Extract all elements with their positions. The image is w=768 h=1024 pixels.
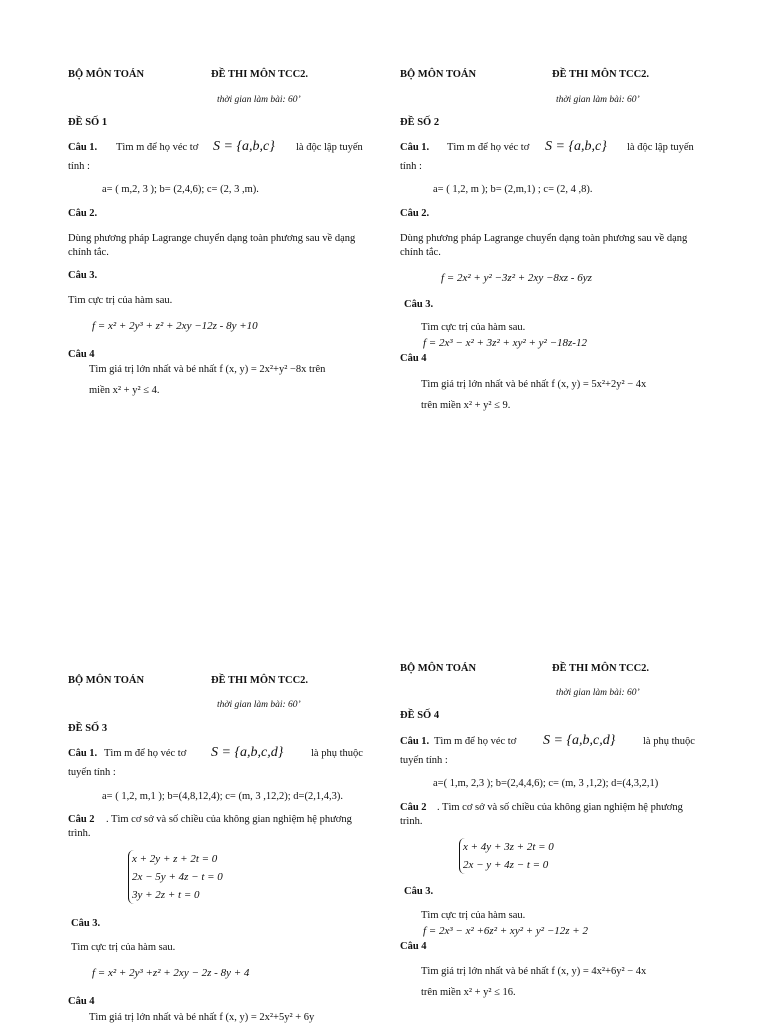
exam-number: ĐỀ SỐ 4 [400, 710, 440, 721]
question-1-continued: tính : [68, 161, 90, 172]
question-3-text: Tìm cực trị của hàm sau. [421, 910, 526, 921]
question-1-label: Câu 1. [400, 736, 430, 747]
equation-row: x + 4y + 3z + 2t = 0 [463, 841, 554, 853]
question-3-text: Tìm cực trị của hàm sau. [68, 295, 173, 306]
exam-number: ĐỀ SỐ 1 [68, 117, 108, 128]
department: BỘ MÔN TOÁN [68, 675, 145, 686]
question-3-formula: f = x² + 2y³ +z² + 2xy − 2z - 8y + 4 [92, 967, 250, 979]
question-3-text: Tìm cực trị của hàm sau. [421, 322, 526, 333]
question-4-text: Tìm giá trị lớn nhất và bé nhất f (x, y) = 2x²+y² −8x trên [89, 364, 326, 375]
exam-time: thời gian làm bài: 60’ [556, 688, 640, 698]
exam-title: ĐỀ THI MÔN TCC2. [211, 675, 309, 686]
equation-row: 2x − 5y + 4z − t = 0 [132, 871, 223, 883]
question-2-continued: chính tắc. [400, 247, 441, 258]
question-4-text: Tìm giá trị lớn nhất và bé nhất f (x, y) = 2x²+5y² + 6y [89, 1012, 315, 1023]
question-2-formula: f = 2x² + y² −3z² + 2xy −8xz - 6yz [441, 272, 592, 284]
question-4-label: Câu 4 [68, 996, 95, 1007]
exam-title: ĐỀ THI MÔN TCC2. [552, 663, 650, 674]
question-1-tail: là độc lập tuyến [627, 142, 694, 153]
question-4-domain: miền x² + y² ≤ 4. [89, 385, 160, 396]
question-1-continued: tính : [400, 161, 422, 172]
question-1-text: Tìm m để họ véc tơ [116, 142, 199, 153]
question-2-label: Câu 2. [68, 208, 98, 219]
question-4-label: Câu 4 [68, 349, 95, 360]
question-2-label: Câu 2. [400, 208, 430, 219]
question-3-label: Câu 3. [404, 299, 434, 310]
question-2-label: Câu 2 [68, 814, 95, 825]
question-3-formula: f = 2x³ − x² +6z² + xy² + y² −12z + 2 [423, 925, 588, 937]
exam-title: ĐỀ THI MÔN TCC2. [211, 69, 309, 80]
equation-system [459, 838, 554, 874]
question-1-label: Câu 1. [68, 748, 98, 759]
question-1-tail: là độc lập tuyến [296, 142, 363, 153]
question-1-text: Tìm m để họ véc tơ [104, 748, 187, 759]
question-1-vectors: a= ( 1,2, m ); b= (2,m,1) ; c= (2, 4 ,8). [433, 184, 593, 195]
question-1-tail: là phụ thuộc [311, 748, 363, 759]
question-1-label: Câu 1. [68, 142, 98, 153]
question-4-label: Câu 4 [400, 941, 427, 952]
question-4-text: Tìm giá trị lớn nhất và bé nhất f (x, y) = 4x²+6y² − 4x [421, 966, 647, 977]
exam-time: thời gian làm bài: 60’ [556, 95, 640, 105]
vector-set: S = {a,b,c,d} [543, 733, 616, 748]
question-4-text: Tìm giá trị lớn nhất và bé nhất f (x, y) = 5x²+2y² − 4x [421, 379, 647, 390]
question-1-continued: tuyến tính : [68, 767, 116, 778]
exam-number: ĐỀ SỐ 3 [68, 723, 108, 734]
question-2-continued: chính tắc. [68, 247, 109, 258]
question-3-text: Tìm cực trị của hàm sau. [71, 942, 176, 953]
question-3-label: Câu 3. [71, 918, 101, 929]
question-4-domain: trên miền x² + y² ≤ 9. [421, 400, 511, 411]
vector-set: S = {a,b,c} [213, 139, 275, 154]
equation-row: x + 2y + z + 2t = 0 [132, 853, 218, 865]
question-1-vectors: a=( 1,m, 2,3 ); b=(2,4,4,6); c= (m, 3 ,1,2); d=(4,3,2,1) [433, 778, 659, 789]
question-1-text: Tìm m để họ véc tơ [447, 142, 530, 153]
equation-system [128, 850, 223, 904]
question-3-formula: f = x² + 2y³ + z² + 2xy −12z - 8y +10 [92, 320, 258, 332]
department: BỘ MÔN TOÁN [68, 69, 145, 80]
question-4-label: Câu 4 [400, 353, 427, 364]
question-1-vectors: a= ( 1,2, m,1 ); b=(4,8,12,4); c= (m, 3 ,12,2); d=(2,1,4,3). [102, 791, 343, 802]
question-2-text: Dùng phương pháp Lagrange chuyển dạng toàn phương sau về dạng [400, 233, 688, 244]
question-1-vectors: a= ( m,2, 3 ); b= (2,4,6); c= (2, 3 ,m). [102, 184, 259, 195]
department: BỘ MÔN TOÁN [400, 69, 477, 80]
question-3-label: Câu 3. [68, 270, 98, 281]
question-3-formula: f = 2x³ − x² + 3z² + xy² + y² −18z-12 [423, 337, 587, 349]
question-1-text: Tìm m để họ véc tơ [434, 736, 517, 747]
question-2-text: . Tìm cơ sở và số chiều của không gian nghiệm hệ phương [437, 802, 683, 813]
question-1-label: Câu 1. [400, 142, 430, 153]
exam-number: ĐỀ SỐ 2 [400, 117, 440, 128]
exam-time: thời gian làm bài: 60’ [217, 95, 301, 105]
question-1-tail: là phụ thuộc [643, 736, 695, 747]
question-2-label: Câu 2 [400, 802, 427, 813]
vector-set: S = {a,b,c,d} [211, 745, 284, 760]
equation-row: 2x − y + 4z − t = 0 [463, 859, 549, 871]
question-2-continued: trình. [68, 828, 91, 839]
question-2-continued: trình. [400, 816, 423, 827]
question-2-text: . Tìm cơ sở và số chiều của không gian nghiệm hệ phương [106, 814, 352, 825]
question-4-domain: trên miền x² + y² ≤ 16. [421, 987, 516, 998]
vector-set: S = {a,b,c} [545, 139, 607, 154]
exam-title: ĐỀ THI MÔN TCC2. [552, 69, 650, 80]
department: BỘ MÔN TOÁN [400, 663, 477, 674]
question-2-text: Dùng phương pháp Lagrange chuyển dạng toàn phương sau về dạng [68, 233, 356, 244]
equation-row: 3y + 2z + t = 0 [132, 889, 200, 901]
question-3-label: Câu 3. [404, 886, 434, 897]
question-1-continued: tuyến tính : [400, 755, 448, 766]
exam-time: thời gian làm bài: 60’ [217, 700, 301, 710]
